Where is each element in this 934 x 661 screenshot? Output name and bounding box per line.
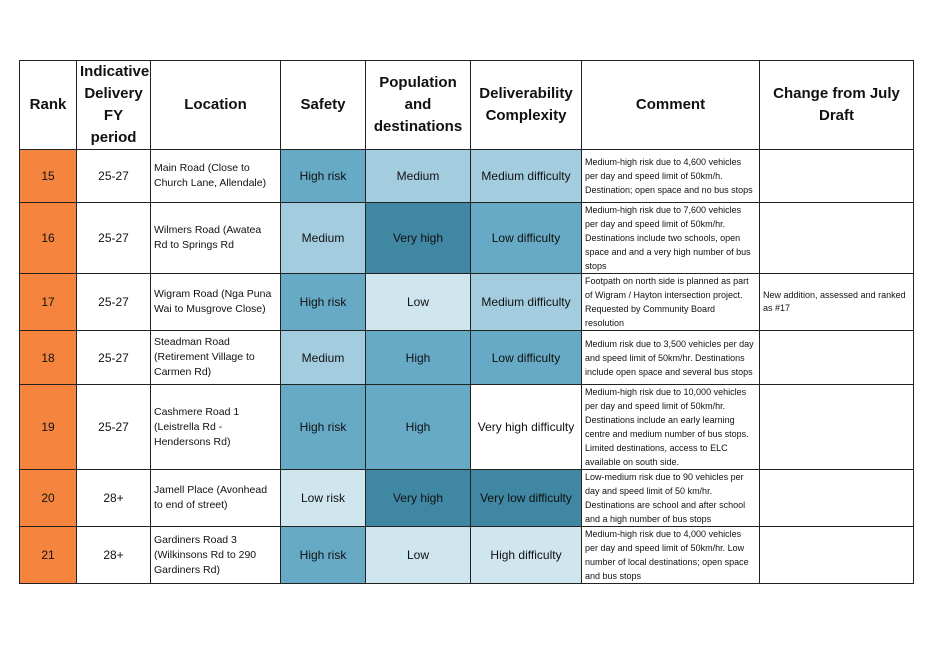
period-cell: 28+ (77, 527, 151, 584)
location-cell: Wigram Road (Nga Puna Wai to Musgrove Close) (151, 274, 281, 331)
comment-cell: Footpath on north side is planned as part of Wigram / Hayton intersection project. Requested by Community Board resolution (582, 274, 760, 331)
location-cell: Gardiners Road 3 (Wilkinsons Rd to 290 Gardiners Rd) (151, 527, 281, 584)
header-period: Indicative Delivery FY period (77, 61, 151, 150)
rank-cell: 21 (20, 527, 77, 584)
location-cell: Cashmere Road 1 (Leistrella Rd - Hendersons Rd) (151, 385, 281, 470)
period-cell: 25-27 (77, 331, 151, 385)
period-cell: 25-27 (77, 385, 151, 470)
change-cell: New addition, assessed and ranked as #17 (760, 274, 914, 331)
period-cell: 28+ (77, 470, 151, 527)
deliverability-cell: Medium difficulty (471, 150, 582, 203)
rank-cell: 20 (20, 470, 77, 527)
header-population: Population and destinations (366, 61, 471, 150)
safety-cell: Low risk (281, 470, 366, 527)
safety-cell: High risk (281, 527, 366, 584)
comment-cell: Medium-high risk due to 4,600 vehicles per day and speed limit of 50km/h. Destination; open space and no bus stops (582, 150, 760, 203)
change-cell (760, 385, 914, 470)
table-row (20, 203, 914, 274)
comment-cell: Low-medium risk due to 90 vehicles per day and speed limit of 50 km/hr. Destinations are school and after school and a high number of bus stops (582, 470, 760, 527)
population-cell: Very high (366, 203, 471, 274)
population-cell: Very high (366, 470, 471, 527)
population-cell: High (366, 385, 471, 470)
header-change: Change from July Draft (760, 61, 914, 150)
deliverability-cell: Medium difficulty (471, 274, 582, 331)
deliverability-cell: Very low difficulty (471, 470, 582, 527)
table-row (20, 385, 914, 470)
change-cell (760, 203, 914, 274)
period-cell: 25-27 (77, 150, 151, 203)
rank-cell: 16 (20, 203, 77, 274)
comment-cell: Medium-high risk due to 10,000 vehicles per day and speed limit of 50km/hr. Destinations include an early learning centre and medium number of bus stops. Limited destinations, access to ELC available on south side. (582, 385, 760, 470)
table-row (20, 274, 914, 331)
deliverability-cell: Very high difficulty (471, 385, 582, 470)
rank-cell: 17 (20, 274, 77, 331)
table-row (20, 331, 914, 385)
safety-cell: Medium (281, 331, 366, 385)
population-cell: Medium (366, 150, 471, 203)
priority-table (19, 60, 914, 584)
header-safety: Safety (281, 61, 366, 150)
safety-cell: High risk (281, 385, 366, 470)
population-cell: Low (366, 527, 471, 584)
change-cell (760, 331, 914, 385)
safety-cell: High risk (281, 274, 366, 331)
location-cell: Steadman Road (Retirement Village to Carmen Rd) (151, 331, 281, 385)
deliverability-cell: Low difficulty (471, 331, 582, 385)
table-row (20, 527, 914, 584)
location-cell: Main Road (Close to Church Lane, Allendale) (151, 150, 281, 203)
header-comment: Comment (582, 61, 760, 150)
rank-cell: 18 (20, 331, 77, 385)
change-cell (760, 470, 914, 527)
rank-cell: 19 (20, 385, 77, 470)
header-row (20, 61, 914, 150)
comment-cell: Medium-high risk due to 7,600 vehicles per day and speed limit of 50km/hr. Destinations include two schools, open space and and a very high number of bus stops (582, 203, 760, 274)
comment-cell: Medium-high risk due to 4,000 vehicles per day and speed limit of 50km/hr. Low number of local destinations; open space and bus stops (582, 527, 760, 584)
header-location: Location (151, 61, 281, 150)
change-cell (760, 527, 914, 584)
period-cell: 25-27 (77, 203, 151, 274)
population-cell: High (366, 331, 471, 385)
location-cell: Jamell Place (Avonhead to end of street) (151, 470, 281, 527)
header-deliverability: Deliverability Complexity (471, 61, 582, 150)
deliverability-cell: Low difficulty (471, 203, 582, 274)
rank-cell: 15 (20, 150, 77, 203)
comment-cell: Medium risk due to 3,500 vehicles per day and speed limit of 50km/hr. Destinations include open space and several bus stops (582, 331, 760, 385)
location-cell: Wilmers Road (Awatea Rd to Springs Rd (151, 203, 281, 274)
change-cell (760, 150, 914, 203)
population-cell: Low (366, 274, 471, 331)
header-rank: Rank (20, 61, 77, 150)
period-cell: 25-27 (77, 274, 151, 331)
safety-cell: High risk (281, 150, 366, 203)
table-row (20, 150, 914, 203)
deliverability-cell: High difficulty (471, 527, 582, 584)
safety-cell: Medium (281, 203, 366, 274)
table-row (20, 470, 914, 527)
